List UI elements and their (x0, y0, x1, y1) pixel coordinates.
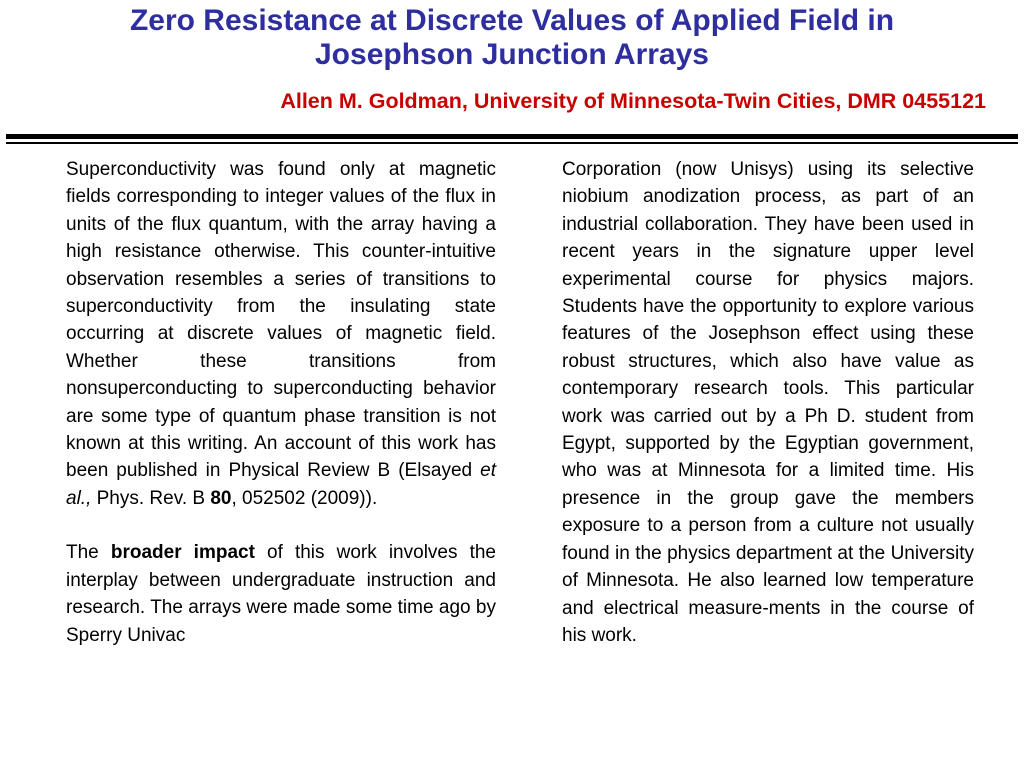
title-line-2: Josephson Junction Arrays (315, 38, 709, 71)
right-column (562, 156, 974, 649)
paragraph-continuation: Corporation (now Unisys) using its selective niobium anodization process, as part of an industrial collaboration. They have been used in recent years in the signature upper level experimental course for physics majors. Students have the opportunity to explore various features of the Josephson effect using these robust structures, which also have value as contemporary research tools. This particular work was carried out by a Ph D. student from Egypt, supported by the Egyptian government, who was at Minnesota for a limited time. His presence in the group gave the members exposure to a person from a culture not usually found in the physics department at the University of Minnesota. He also learned low temperature and electrical measure-ments in the course of his work. (562, 159, 974, 646)
left-column (66, 156, 496, 649)
divider-thin (6, 142, 1018, 144)
citation-journal: Phys. Rev. B (91, 487, 211, 509)
citation-volume: 80 (210, 487, 232, 509)
impact-lead: The (66, 542, 111, 564)
paragraph-findings (66, 156, 496, 512)
divider-thick (6, 134, 1018, 139)
findings-text: Superconductivity was found only at magnetic fields corresponding to integer values of the flux in units of the flux quantum, with the array having a high resistance otherwise. This counter-intuitive observation resembles a series of transitions to superconductivity from the insulating state occurring at discrete values of magnetic field. Whether these transitions from nonsuperconducting to superconducting behavior are some type of quantum phase transition is not known at this writing. An account of this work has been published in Physical Review B (Elsayed (66, 159, 496, 482)
impact-text: of this work involves the interplay between undergraduate instruction and research. The arrays were made some time ago by Sperry Univac (66, 542, 496, 646)
paragraph-broader-impact (66, 539, 496, 649)
author-line: Allen M. Goldman, University of Minnesota-Twin Cities, DMR 0455121 (280, 89, 986, 113)
citation-end: , 052502 (2009)). (231, 487, 378, 509)
slide-title (0, 4, 1024, 72)
et-al-italic: et al., (66, 460, 496, 509)
title-line-1: Zero Resistance at Discrete Values of Applied Field in (129, 4, 895, 37)
broader-impact-bold: broader impact (110, 542, 255, 564)
